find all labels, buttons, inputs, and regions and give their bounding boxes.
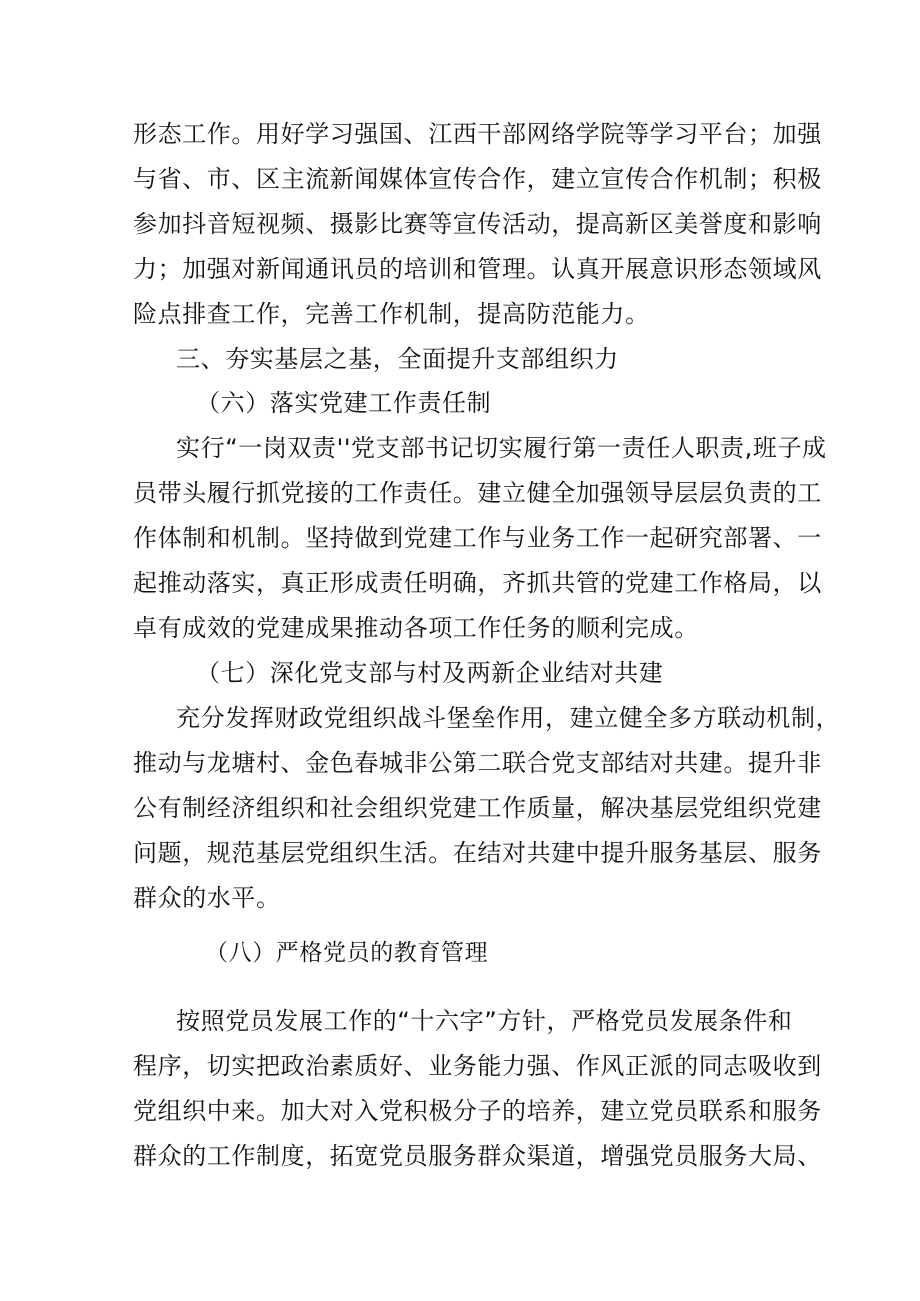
subsection-6-line-4: 起推动落实，真正形成责任明确，齐抓共管的党建工作格局，以: [133, 569, 822, 597]
subsection-7-line-4: 问题，规范基层党组织生活。在结对共建中提升服务基层、服务: [133, 839, 822, 867]
subsection-6-line-3: 作体制和机制。坚持做到党建工作与业务工作一起研究部署、一: [133, 524, 822, 552]
subsection-6-line-5: 卓有成效的党建成果推动各项工作任务的顺利完成。: [133, 614, 699, 642]
subsection-8-heading: （八）严格党员的教育管理: [205, 940, 489, 966]
subsection-6-line-2: 员带头履行抓党接的工作责任。建立健全加强领导层层负责的工: [133, 479, 822, 507]
subsection-8-line-2: 程序，切实把政治素质好、业务能力强、作风正派的同志吸收到: [133, 1052, 822, 1080]
paragraph-1-line-3: 参加抖音短视频、摄影比赛等宣传活动，提高新区美誉度和影响: [133, 210, 822, 238]
paragraph-1-line-5: 险点排查工作，完善工作机制，提高防范能力。: [133, 300, 650, 328]
paragraph-1-line-1: 形态工作。用好学习强国、江西干部网络学院等学习平台；加强: [133, 120, 822, 148]
section-three-heading: 三、夯实基层之基，全面提升支部组织力: [176, 345, 619, 373]
subsection-8-line-4: 群众的工作制度，拓宽党员服务群众渠道，增强党员服务大局、: [133, 1142, 822, 1170]
subsection-8-line-3: 党组织中来。加大对入党积极分子的培养，建立党员联系和服务: [133, 1097, 822, 1125]
subsection-6-heading: （六）落实党建工作责任制: [196, 389, 492, 417]
subsection-7-line-5: 群众的水平。: [133, 884, 281, 912]
paragraph-1-line-4: 力；加强对新闻通讯员的培训和管理。认真开展意识形态领域风: [133, 255, 822, 283]
subsection-6-line-1: 实行“一岗双责''党支部书记切实履行第一责任人职责,班子成: [176, 434, 827, 462]
subsection-7-heading: （七）深化党支部与村及两新企业结对共建: [196, 659, 664, 687]
subsection-8-line-1: 按照党员发展工作的“十六字”方针，严格党员发展条件和: [176, 1007, 793, 1035]
subsection-7-line-2: 推动与龙塘村、金色春城非公第二联合党支部结对共建。提升非: [133, 749, 822, 777]
subsection-7-line-3: 公有制经济组织和社会组织党建工作质量，解决基层党组织党建: [133, 794, 822, 822]
paragraph-1-line-2: 与省、市、区主流新闻媒体宣传合作，建立宣传合作机制；积极: [133, 165, 822, 193]
subsection-7-line-1: 充分发挥财政党组织战斗堡垒作用，建立健全多方联动机制，: [176, 704, 841, 732]
